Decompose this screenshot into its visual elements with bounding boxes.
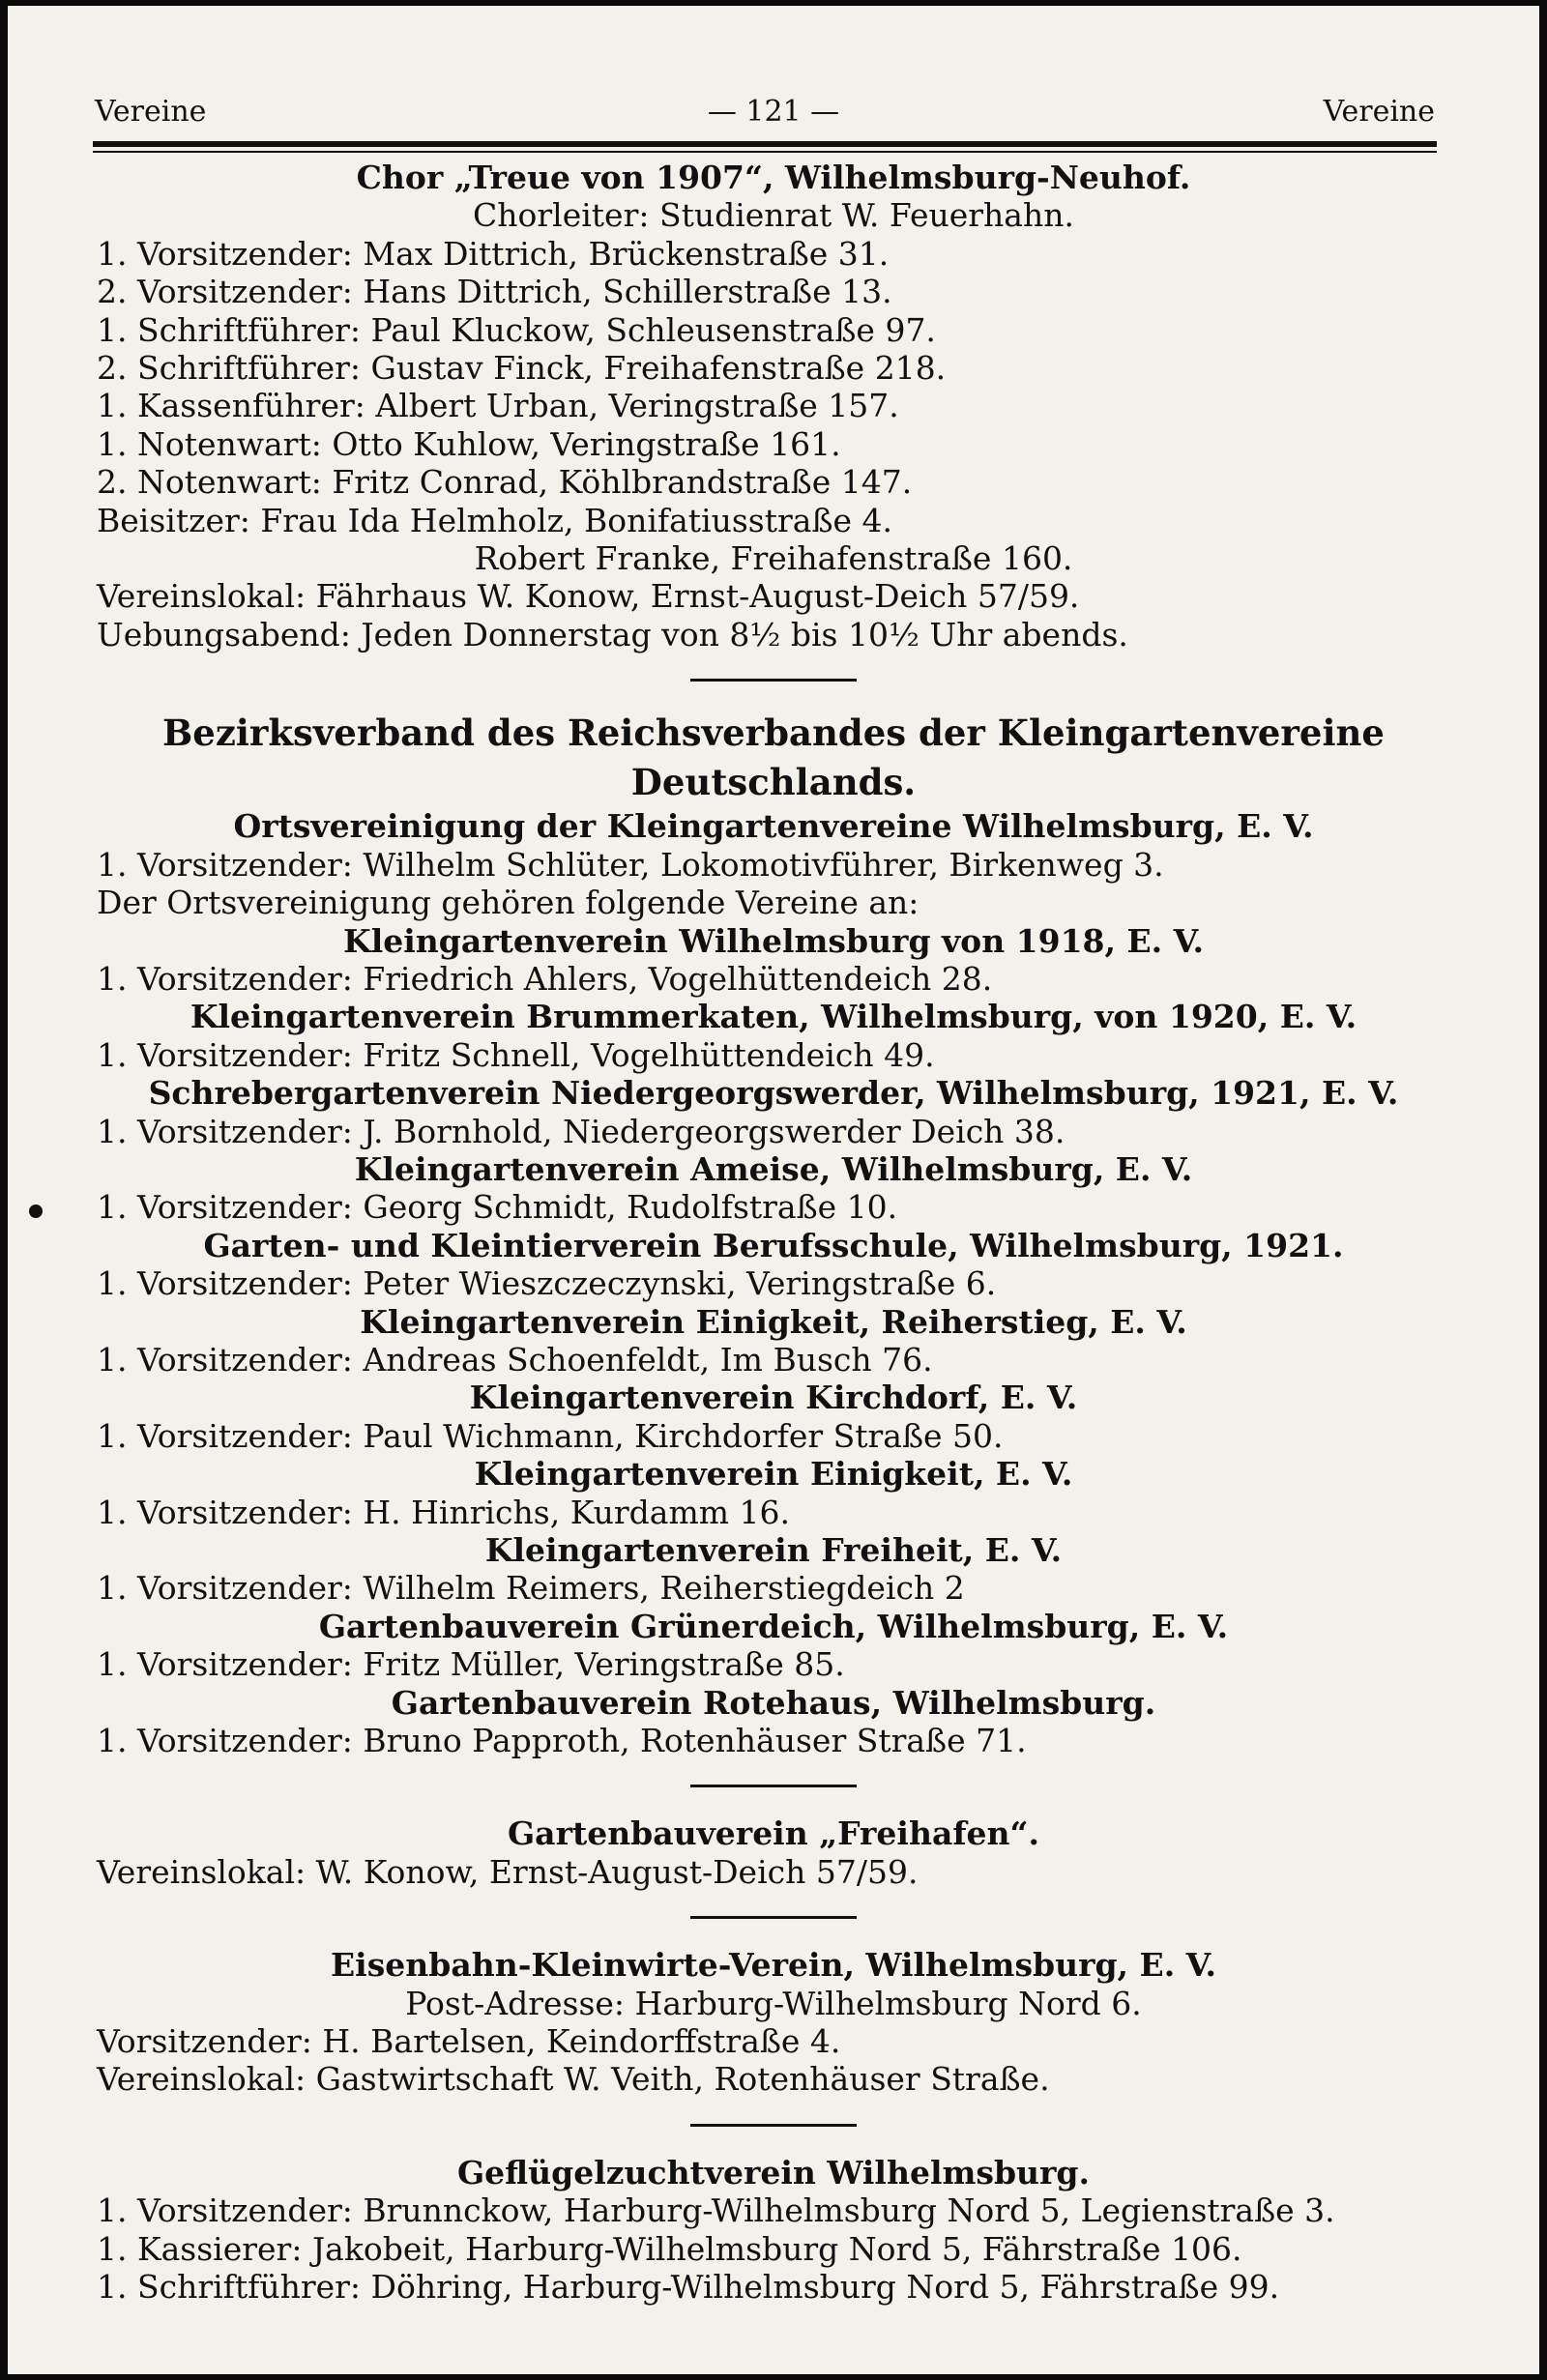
- section-title: Geflügelzuchtverein Wilhelmsburg.: [457, 2153, 1090, 2191]
- entry-line: 1. Vorsitzender: H. Hinrichs, Kurdamm 16.: [97, 1493, 791, 1531]
- entry-line: Robert Franke, Freihafenstraße 160.: [474, 539, 1073, 578]
- section-title: Eisenbahn-Kleinwirte-Verein, Wilhelmsburg, E. V.: [331, 1946, 1216, 1985]
- entry-line: 1. Vorsitzender: Friedrich Ahlers, Vogelhüttendeich 28.: [97, 959, 993, 998]
- header-rule-thick: [93, 141, 1437, 147]
- entry-line: 1. Vorsitzender: Peter Wieszczeczynski, Veringstraße 6.: [97, 1264, 997, 1303]
- club-section-gefluegelzucht: [8, 2154, 1539, 2307]
- header-rule-thin: [93, 151, 1437, 153]
- entry-line: Vereinslokal: W. Konow, Ernst-August-Deich 57/59.: [97, 1852, 919, 1891]
- entry-line: Post-Adresse: Harburg-Wilhelmsburg Nord 6.: [405, 1984, 1142, 2022]
- entry-line: 1. Schriftführer: Paul Kluckow, Schleusenstraße 97.: [97, 310, 936, 349]
- entry-line: 1. Vorsitzender: Georg Schmidt, Rudolfstraße 10.: [97, 1188, 898, 1227]
- section-title: Gartenbauverein „Freihafen“.: [508, 1814, 1039, 1853]
- document-page: [8, 6, 1539, 2374]
- section-divider: [690, 1785, 857, 1787]
- subsection-title: Schrebergartenverein Niedergeorgswerder, Wilhelmsburg, 1921, E. V.: [148, 1074, 1399, 1113]
- section-title: Deutschlands.: [630, 761, 917, 804]
- subsection-title: Gartenbauverein Grünerdeich, Wilhelmsburg, E. V.: [318, 1607, 1229, 1645]
- subsection-title: Kleingartenverein Brummerkaten, Wilhelmsburg, von 1920, E. V.: [190, 998, 1357, 1036]
- entry-line: 1. Vorsitzender: J. Bornhold, Niedergeorgswerder Deich 38.: [97, 1112, 1065, 1150]
- entry-line: 1. Kassierer: Jakobeit, Harburg-Wilhelmsburg Nord 5, Fährstraße 106.: [97, 2229, 1242, 2268]
- entry-line: 1. Vorsitzender: Wilhelm Reimers, Reiherstiegdeich 2: [97, 1569, 965, 1608]
- page-content: [8, 159, 1539, 2307]
- running-header-left: Vereine: [95, 95, 207, 129]
- entry-line: Chorleiter: Studienrat W. Feuerhahn.: [473, 196, 1074, 235]
- subsection-title: Garten- und Kleintierverein Berufsschule, Wilhelmsburg, 1921.: [203, 1226, 1344, 1264]
- entry-line: 1. Schriftführer: Döhring, Harburg-Wilhelmsburg Nord 5, Fährstraße 99.: [97, 2268, 1280, 2307]
- entry-line: Der Ortsvereinigung gehören folgende Vereine an:: [97, 884, 919, 922]
- section-divider: [690, 679, 857, 682]
- section-divider: [690, 2124, 857, 2127]
- entry-line: Vereinslokal: Gastwirtschaft W. Veith, Rotenhäuser Straße.: [97, 2060, 1050, 2099]
- section-title: Chor „Treue von 1907“, Wilhelmsburg-Neuhof.: [356, 159, 1191, 196]
- subsection-title: Kleingartenverein Freiheit, E. V.: [484, 1531, 1063, 1569]
- entry-line: 2. Notenwart: Fritz Conrad, Köhlbrandstraße 147.: [97, 463, 913, 502]
- club-section-eisenbahn: [8, 1946, 1539, 2099]
- subsection-title: Kleingartenverein Einigkeit, E. V.: [474, 1455, 1073, 1494]
- club-section-bezirksverband: [8, 709, 1539, 1759]
- subsection-title: Ortsvereinigung der Kleingartenvereine Wilhelmsburg, E. V.: [233, 807, 1314, 846]
- entry-line: Beisitzer: Frau Ida Helmholz, Bonifatiusstraße 4.: [97, 501, 893, 539]
- entry-line: 1. Vorsitzender: Max Dittrich, Brückenstraße 31.: [97, 234, 890, 273]
- entry-line: 2. Schriftführer: Gustav Finck, Freihafenstraße 218.: [97, 349, 947, 388]
- entry-line: Uebungsabend: Jeden Donnerstag von 8½ bis 10½ Uhr abends.: [97, 615, 1128, 653]
- entry-line: 1. Vorsitzender: Bruno Papproth, Rotenhäuser Straße 71.: [97, 1722, 1027, 1760]
- entry-line: Vorsitzender: H. Bartelsen, Keindorffstraße 4.: [97, 2022, 841, 2061]
- subsection-title: Kleingartenverein Kirchdorf, E. V.: [469, 1379, 1078, 1417]
- subsection-title: Gartenbauverein Rotehaus, Wilhelmsburg.: [391, 1683, 1156, 1722]
- club-section-chor: [8, 159, 1539, 653]
- entry-line: 1. Kassenführer: Albert Urban, Veringstraße 157.: [97, 387, 899, 425]
- entry-line: 1. Vorsitzender: Fritz Schnell, Vogelhüttendeich 49.: [97, 1035, 935, 1074]
- subsection-title: Kleingartenverein Ameise, Wilhelmsburg, E. V.: [354, 1149, 1193, 1188]
- entry-line: 1. Vorsitzender: Brunnckow, Harburg-Wilhelmsburg Nord 5, Legienstraße 3.: [97, 2191, 1335, 2230]
- entry-line: 1. Notenwart: Otto Kuhlow, Veringstraße 161.: [97, 424, 841, 463]
- subsection-title: Kleingartenverein Wilhelmsburg von 1918, E. V.: [343, 921, 1204, 960]
- entry-line: Vereinslokal: Fährhaus W. Konow, Ernst-August-Deich 57/59.: [97, 577, 1080, 616]
- running-header-right: Vereine: [1323, 95, 1435, 129]
- section-divider: [690, 1916, 857, 1919]
- page-number: — 121 —: [707, 95, 840, 129]
- entry-line: 2. Vorsitzender: Hans Dittrich, Schillerstraße 13.: [97, 273, 892, 311]
- subsection-title: Kleingartenverein Einigkeit, Reiherstieg, E. V.: [360, 1302, 1187, 1341]
- entry-line: 1. Vorsitzender: Fritz Müller, Veringstraße 85.: [97, 1645, 845, 1684]
- club-section-freihafen: [8, 1814, 1539, 1891]
- entry-line: 1. Vorsitzender: Paul Wichmann, Kirchdorfer Straße 50.: [97, 1416, 1004, 1455]
- entry-line: 1. Vorsitzender: Wilhelm Schlüter, Lokomotivführer, Birkenweg 3.: [97, 845, 1164, 884]
- entry-line: 1. Vorsitzender: Andreas Schoenfeldt, Im Busch 76.: [97, 1340, 933, 1379]
- section-title: Bezirksverband des Reichsverbandes der Kleingartenvereine: [162, 711, 1385, 755]
